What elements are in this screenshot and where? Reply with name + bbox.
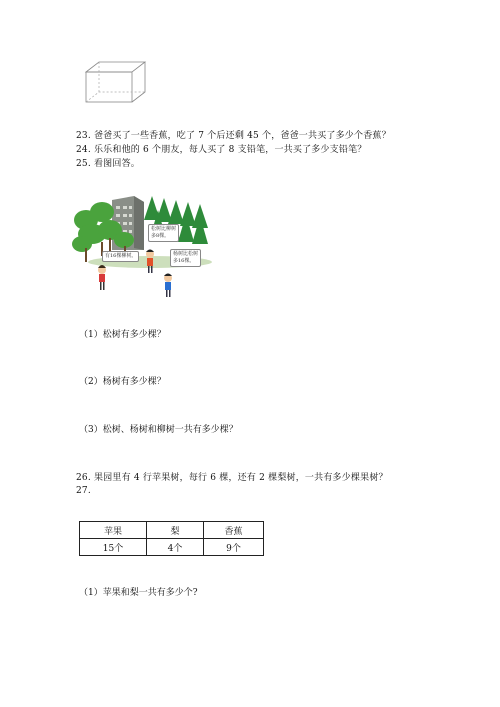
table-header-cell: 苹果 <box>80 522 147 539</box>
table-header-cell: 梨 <box>147 522 204 539</box>
table-cell: 9个 <box>204 539 264 556</box>
question-24: 24. 乐乐和他的 6 个朋友，每人买了 8 支铅笔，一共买了多少支铅笔？ <box>76 145 367 155</box>
question-27-part-1: （1）苹果和梨一共有多少个? <box>79 588 198 598</box>
speech-bubble-willow: 有16棵柳树。 <box>102 251 139 262</box>
table-row <box>80 539 264 556</box>
question-25-part-2: （2）杨树有多少棵？ <box>79 377 166 387</box>
table-cell: 4个 <box>147 539 204 556</box>
cuboid-figure <box>84 60 150 104</box>
question-25: 25. 看图回答。 <box>76 159 140 169</box>
trees-illustration <box>72 190 222 298</box>
speech-bubble-pine: 松树比柳树 多8棵。 <box>148 224 179 242</box>
question-23: 23. 爸爸买了一些香蕉，吃了 7 个后还剩 45 个，爸爸一共买了多少个香蕉？ <box>76 131 391 141</box>
table-cell: 15个 <box>80 539 147 556</box>
child-boy-1 <box>146 250 154 274</box>
question-27: 27. <box>76 486 91 496</box>
fruit-table <box>79 521 264 556</box>
child-boy-2 <box>164 274 172 298</box>
question-26: 26. 果园里有 4 行苹果树，每行 6 棵，还有 2 棵梨树，一共有多少棵果树？ <box>76 473 388 483</box>
question-25-part-3: （3）松树、杨树和柳树一共有多少棵？ <box>79 425 238 435</box>
child-girl <box>98 265 106 290</box>
question-25-part-1: （1）松树有多少棵？ <box>79 330 166 340</box>
table-header-row <box>80 522 264 539</box>
speech-bubble-poplar: 杨树比松树 多16棵。 <box>170 249 201 267</box>
table-header-cell: 香蕉 <box>204 522 264 539</box>
